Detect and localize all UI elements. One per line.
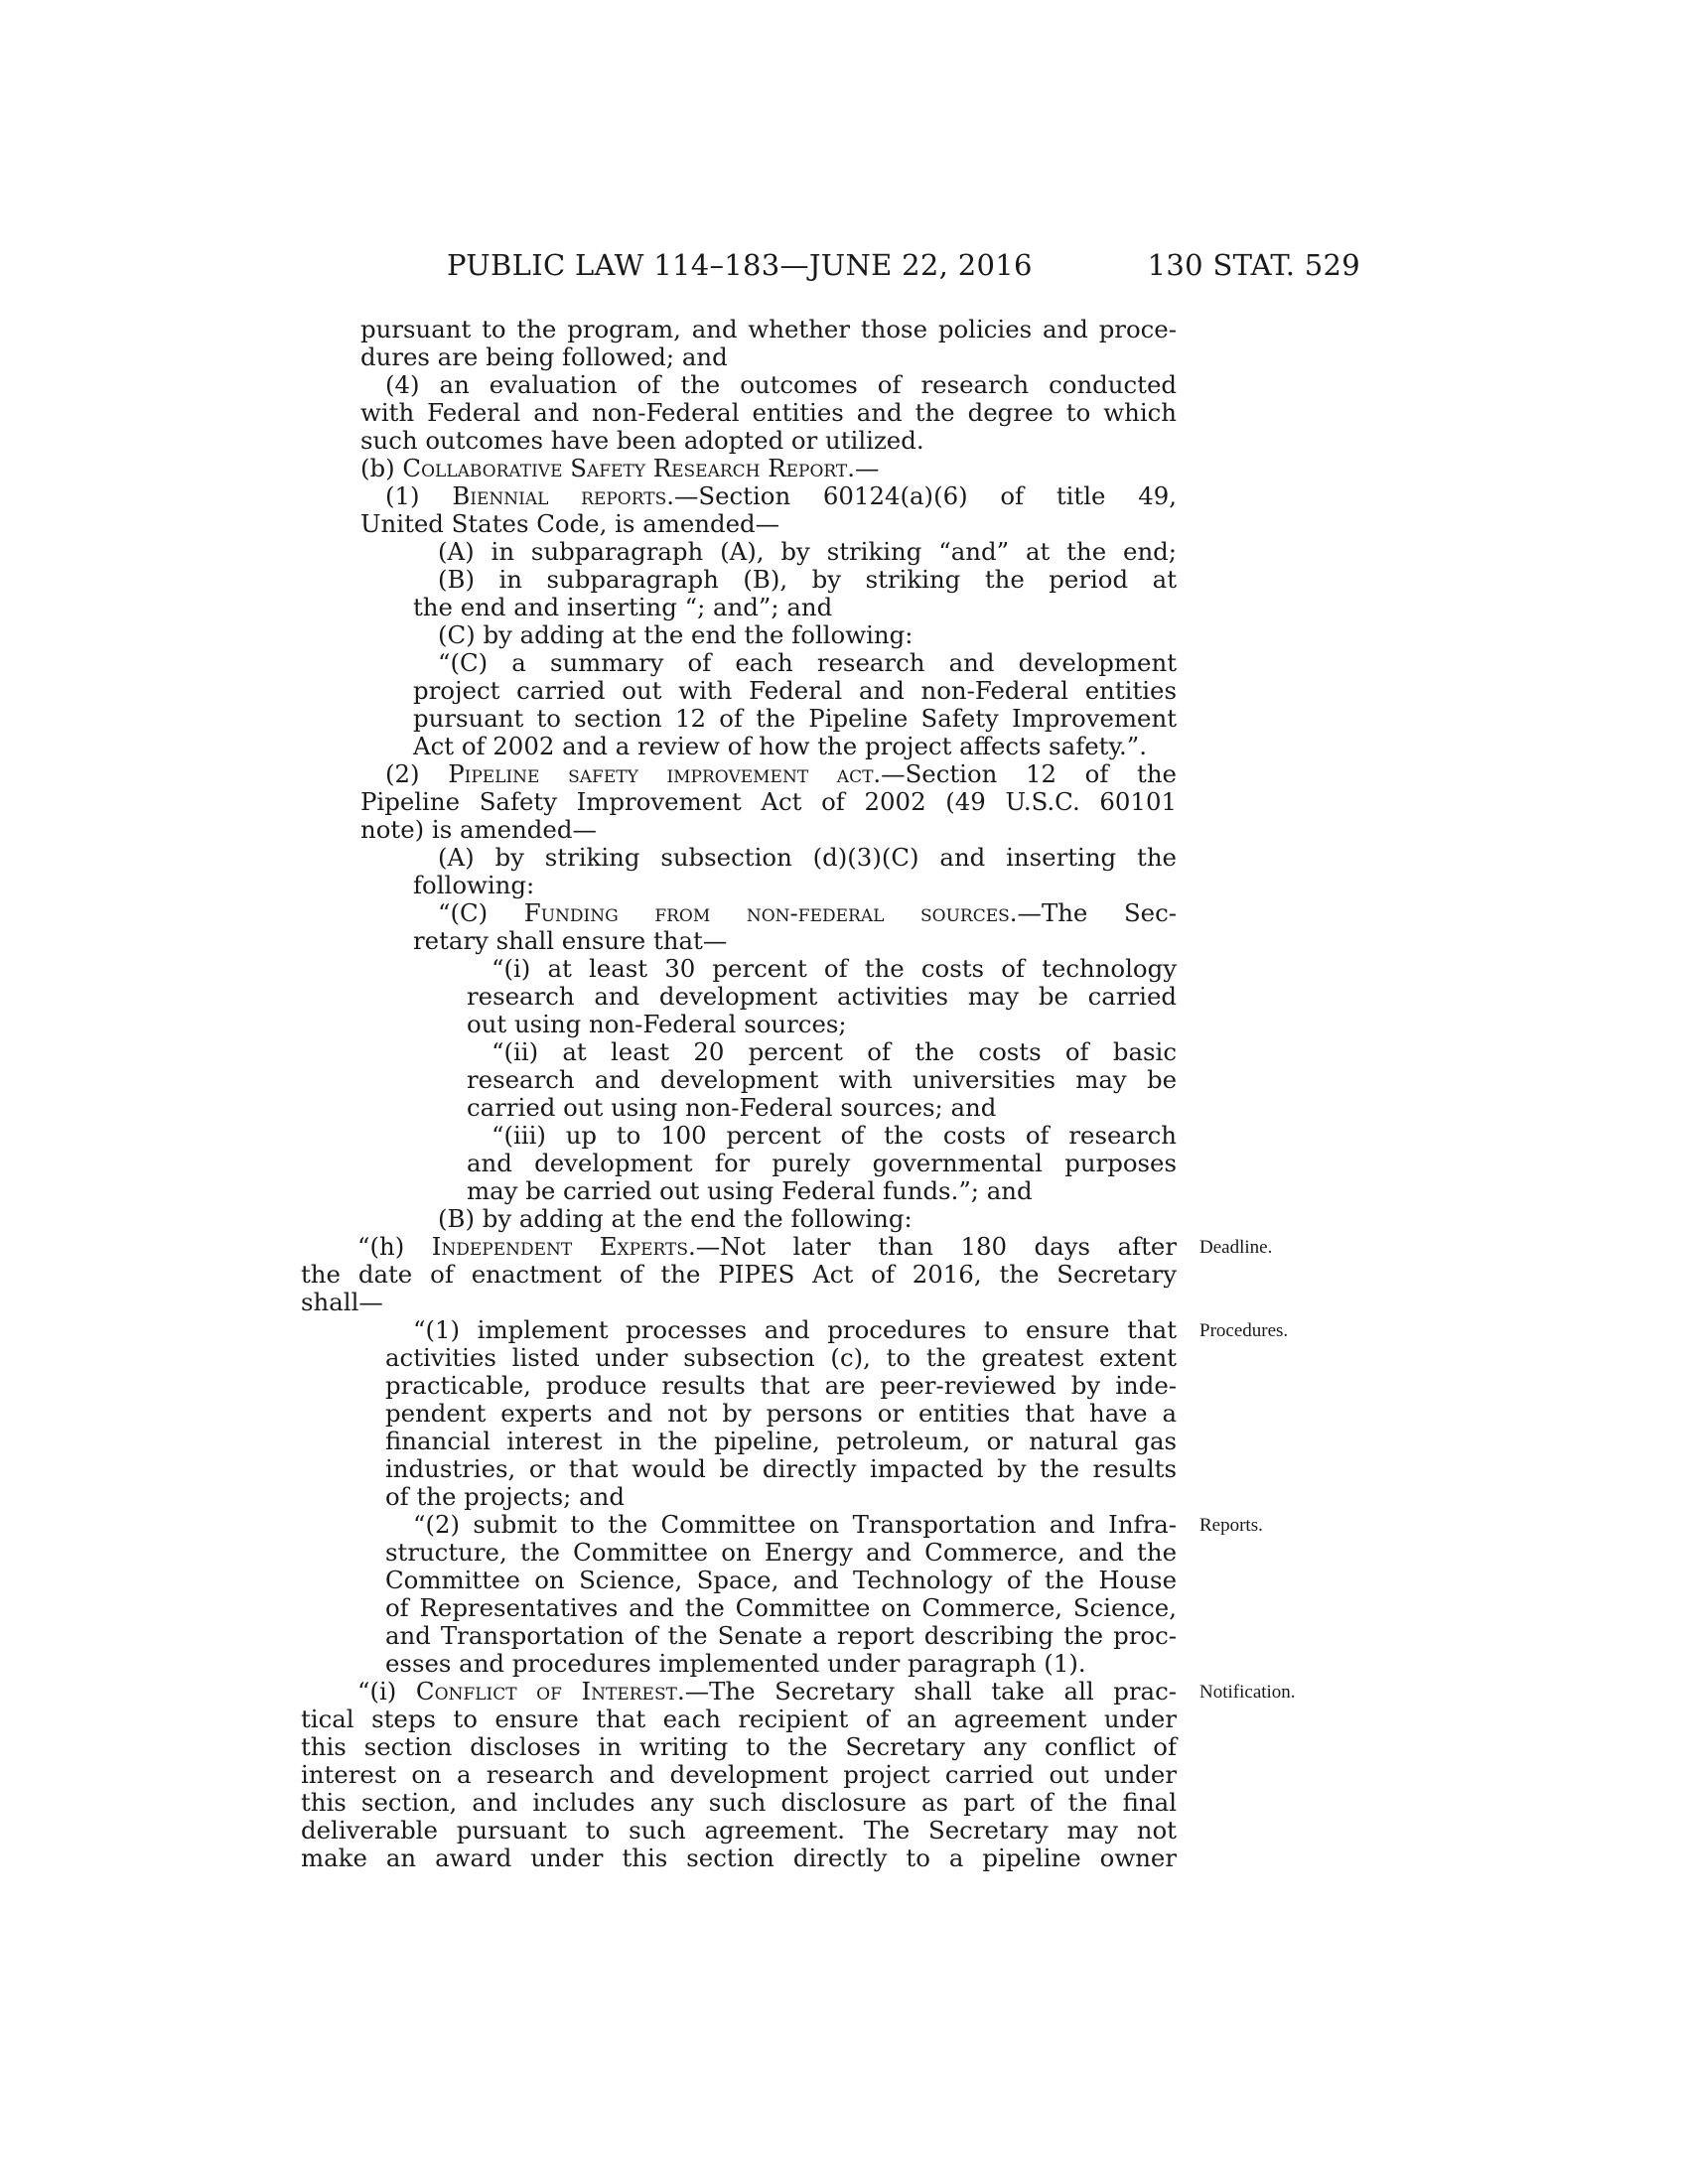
text-line [438,844,1177,872]
line-text: the end and inserting “; and”; and [413,593,833,621]
text-line [301,1261,1177,1289]
text-line [360,343,1177,371]
text-line [385,1428,1177,1455]
margin-note: Reports. [1199,1515,1263,1536]
line-text: “(C) a summary of each research and development [438,648,1177,677]
text-line [413,594,1177,621]
line-text-after: .—Not later than 180 days after [688,1232,1177,1261]
section-heading: Biennial reports [452,481,667,510]
line-text: project carried out with Federal and non-Federal entities [413,676,1177,705]
text-line [301,1289,1177,1316]
text-line [385,1594,1177,1622]
line-text: activities listed under subsection (c), to the greatest extent [385,1343,1177,1372]
line-text: shall— [301,1288,383,1316]
text-line [360,399,1177,427]
text-line [301,1844,1177,1872]
text-line [413,927,1177,955]
text-line [360,510,1177,538]
page-header-stat: 130 STAT. 529 [1147,248,1360,282]
line-text: such outcomes have been adopted or utilized. [360,426,924,455]
body-text [301,316,1177,1872]
text-line [467,1094,1177,1122]
line-text: pursuant to the program, and whether those policies and proce- [360,315,1177,343]
line-text: note) is amended— [360,815,597,844]
text-line [360,788,1177,816]
line-text: United States Code, is amended— [360,509,780,538]
margin-note: Notification. [1199,1682,1296,1703]
text-line [360,316,1177,343]
line-text: research and development activities may be carried [467,982,1177,1011]
text-line [413,705,1177,733]
text-line [385,482,1177,510]
line-text: following: [413,871,535,899]
line-text: structure, the Committee on Energy and Commerce, and the [385,1538,1177,1567]
text-line [357,1678,1177,1706]
line-text: make an award under this section directly to a pipeline owner [301,1843,1177,1872]
line-text: practicable, produce results that are peer-reviewed by inde- [385,1371,1177,1400]
line-text: (A) by striking subsection (d)(3)(C) and inserting the [438,843,1177,872]
line-text: out using non-Federal sources; [467,1010,847,1038]
line-text: this section, and includes any such disclosure as part of the final [301,1788,1177,1817]
text-line [413,872,1177,899]
text-line [438,621,1177,649]
text-line [467,1066,1177,1094]
text-line [467,1150,1177,1177]
line-text: “(2) submit to the Committee on Transportation and Infra- [413,1510,1177,1539]
line-text: (A) in subparagraph (A), by striking “and” at the end; [438,537,1177,566]
line-text: Committee on Science, Space, and Technology of the House [385,1566,1177,1594]
line-text: dures are being followed; and [360,342,728,371]
page-header-title: PUBLIC LAW 114–183—JUNE 22, 2016 [447,248,1033,282]
section-heading: Collaborative Safety Research Report [402,454,848,482]
section-heading: Independent Experts [431,1232,688,1261]
line-text: carried out using non-Federal sources; and [467,1093,997,1122]
line-text: (B) in subparagraph (B), by striking the period at [438,565,1177,594]
section-heading: Funding from non-federal sources [523,898,1010,927]
line-text: (C) by adding at the end the following: [438,620,914,649]
text-line [357,1233,1177,1261]
line-text: of Representatives and the Committee on Commerce, Science, [385,1593,1177,1622]
line-text-after: .—Section 12 of the [873,759,1177,788]
line-text: (2) [385,759,449,788]
text-line [492,955,1177,983]
line-text: (b) [360,454,403,482]
line-text: financial interest in the pipeline, petroleum, or natural gas [385,1427,1177,1455]
line-text: may be carried out using Federal funds.”; and [467,1176,1033,1205]
text-line [385,1344,1177,1372]
line-text: and Transportation of the Senate a report describing the proc- [385,1621,1177,1650]
text-line [385,1400,1177,1428]
text-line [360,816,1177,844]
line-text: (4) an evaluation of the outcomes of research conducted [385,370,1177,399]
text-line [492,1122,1177,1150]
text-line [413,733,1177,760]
text-line [438,649,1177,677]
text-line [360,455,1177,482]
text-line [385,1567,1177,1594]
line-text: “(i) at least 30 percent of the costs of technology [492,954,1177,983]
text-line [385,1455,1177,1483]
line-text: interest on a research and development project carried out under [301,1760,1177,1789]
text-line [385,1650,1177,1678]
line-text: research and development with universities may be [467,1065,1177,1094]
text-line [467,1177,1177,1205]
text-line [385,371,1177,399]
line-text-after: .— [847,454,880,482]
text-line [413,1316,1177,1344]
line-text: (1) [385,481,453,510]
line-text: of the projects; and [385,1482,625,1511]
section-heading: Pipeline safety improvement act [448,759,874,788]
text-line [301,1789,1177,1817]
text-line [301,1761,1177,1789]
text-line [467,1011,1177,1038]
text-line [438,899,1177,927]
line-text: and development for purely governmental purposes [467,1149,1177,1177]
line-text: pendent experts and not by persons or entities that have a [385,1399,1177,1428]
line-text: industries, or that would be directly impacted by the results [385,1454,1177,1483]
text-line [438,1205,1177,1233]
text-line [360,427,1177,455]
line-text: “(iii) up to 100 percent of the costs of research [492,1121,1177,1150]
text-line [467,983,1177,1011]
text-line [385,1483,1177,1511]
line-text: deliverable pursuant to such agreement. The Secretary may not [301,1816,1177,1844]
line-text: “(ii) at least 20 percent of the costs of basic [492,1037,1177,1066]
line-text-after: .—Section 60124(a)(6) of title 49, [666,481,1178,510]
text-line [413,1511,1177,1539]
line-text: (B) by adding at the end the following: [438,1204,913,1233]
line-text: Pipeline Safety Improvement Act of 2002 (49 U.S.C. 60101 [360,787,1177,816]
margin-note: Deadline. [1199,1237,1273,1258]
line-text: “(h) [357,1232,432,1261]
text-line [413,677,1177,705]
line-text: retary shall ensure that— [413,926,728,955]
line-text: tical steps to ensure that each recipient of an agreement under [301,1705,1177,1733]
text-line [301,1817,1177,1844]
line-text: pursuant to section 12 of the Pipeline Safety Improvement [413,704,1177,733]
line-text: this section discloses in writing to the Secretary any conflict of [301,1732,1177,1761]
text-line [301,1733,1177,1761]
text-line [385,760,1177,788]
line-text: with Federal and non-Federal entities and the degree to which [360,398,1177,427]
line-text-after: .—The Secretary shall take all prac- [676,1677,1178,1706]
section-heading: Conflict of Interest [415,1677,677,1706]
line-text-after: .—The Sec- [1009,898,1178,927]
line-text: Act of 2002 and a review of how the project affects safety.”. [413,732,1147,760]
text-line [438,538,1177,566]
text-line [385,1622,1177,1650]
line-text: the date of enactment of the PIPES Act of 2016, the Secretary [301,1260,1177,1289]
line-text: “(i) [357,1677,416,1706]
line-text: “(1) implement processes and procedures to ensure that [413,1315,1177,1344]
text-line [385,1372,1177,1400]
line-text: esses and procedures implemented under paragraph (1). [385,1649,1086,1678]
text-line [492,1038,1177,1066]
margin-note: Procedures. [1199,1320,1289,1341]
text-line [301,1706,1177,1733]
text-line [385,1539,1177,1567]
text-line [438,566,1177,594]
line-text: “(C) [438,898,524,927]
